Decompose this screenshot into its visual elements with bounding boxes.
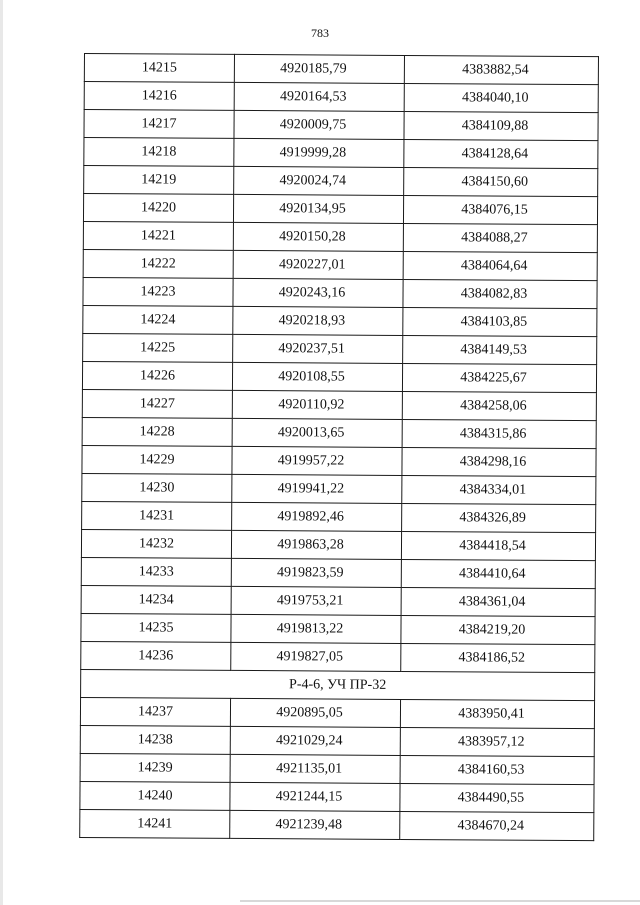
point-number-cell: 14232 bbox=[81, 529, 231, 558]
x-coordinate-cell: 4919957,22 bbox=[232, 446, 402, 475]
y-coordinate-cell: 4384128,64 bbox=[404, 139, 598, 168]
table-row bbox=[83, 333, 597, 364]
table-row bbox=[82, 473, 596, 504]
y-coordinate-cell: 4384225,67 bbox=[402, 363, 596, 392]
y-coordinate-cell: 4384149,53 bbox=[403, 335, 597, 364]
y-coordinate-cell: 4384103,85 bbox=[403, 307, 597, 336]
y-coordinate-cell: 4384109,88 bbox=[404, 111, 598, 140]
table-row bbox=[81, 641, 595, 672]
point-number-cell: 14219 bbox=[84, 166, 234, 195]
x-coordinate-cell: 4920218,93 bbox=[233, 306, 403, 335]
point-number-cell: 14237 bbox=[80, 697, 230, 726]
point-number-cell: 14241 bbox=[80, 809, 230, 838]
y-coordinate-cell: 4384219,20 bbox=[401, 615, 595, 644]
table-row bbox=[80, 697, 594, 728]
y-coordinate-cell: 4384076,15 bbox=[403, 195, 597, 224]
y-coordinate-cell: 4384298,16 bbox=[402, 447, 596, 476]
table-body-part-2 bbox=[80, 697, 595, 840]
table-row bbox=[82, 501, 596, 532]
point-number-cell: 14227 bbox=[82, 389, 232, 418]
point-number-cell: 14217 bbox=[84, 110, 234, 139]
x-coordinate-cell: 4919999,28 bbox=[234, 138, 404, 167]
x-coordinate-cell: 4919827,05 bbox=[231, 642, 401, 671]
point-number-cell: 14238 bbox=[80, 725, 230, 754]
y-coordinate-cell: 4383957,12 bbox=[400, 727, 594, 756]
table-row bbox=[82, 445, 596, 476]
table-row bbox=[81, 613, 595, 644]
table-row bbox=[81, 557, 595, 588]
point-number-cell: 14225 bbox=[83, 333, 233, 362]
x-coordinate-cell: 4920164,53 bbox=[234, 82, 404, 111]
y-coordinate-cell: 4384490,55 bbox=[400, 783, 594, 812]
x-coordinate-cell: 4920110,92 bbox=[232, 390, 402, 419]
table-row bbox=[84, 166, 598, 197]
table-row bbox=[83, 277, 597, 308]
table-row bbox=[83, 249, 597, 280]
y-coordinate-cell: 4384082,83 bbox=[403, 279, 597, 308]
table-row bbox=[82, 417, 596, 448]
point-number-cell: 14236 bbox=[81, 641, 231, 670]
y-coordinate-cell: 4384670,24 bbox=[400, 811, 594, 840]
y-coordinate-cell: 4384040,10 bbox=[404, 83, 598, 112]
x-coordinate-cell: 4919941,22 bbox=[232, 474, 402, 503]
point-number-cell: 14233 bbox=[81, 557, 231, 586]
section-label: Р-4-6, УЧ ПР-32 bbox=[81, 669, 595, 700]
y-coordinate-cell: 4384160,53 bbox=[400, 755, 594, 784]
point-number-cell: 14218 bbox=[84, 138, 234, 167]
x-coordinate-cell: 4920150,28 bbox=[233, 222, 403, 251]
y-coordinate-cell: 4384361,04 bbox=[401, 587, 595, 616]
table-section bbox=[81, 669, 595, 700]
point-number-cell: 14224 bbox=[83, 305, 233, 334]
point-number-cell: 14229 bbox=[82, 445, 232, 474]
x-coordinate-cell: 4920134,95 bbox=[233, 194, 403, 223]
x-coordinate-cell: 4919863,28 bbox=[231, 530, 401, 559]
point-number-cell: 14230 bbox=[82, 473, 232, 502]
y-coordinate-cell: 4383950,41 bbox=[400, 699, 594, 728]
point-number-cell: 14216 bbox=[84, 82, 234, 111]
y-coordinate-cell: 4384064,64 bbox=[403, 251, 597, 280]
y-coordinate-cell: 4384410,64 bbox=[401, 559, 595, 588]
y-coordinate-cell: 4384418,54 bbox=[401, 531, 595, 560]
point-number-cell: 14215 bbox=[84, 54, 234, 83]
x-coordinate-cell: 4921135,01 bbox=[230, 754, 400, 783]
table-row bbox=[84, 138, 598, 169]
x-coordinate-cell: 4921244,15 bbox=[230, 782, 400, 811]
x-coordinate-cell: 4920227,01 bbox=[233, 250, 403, 279]
y-coordinate-cell: 4384186,52 bbox=[401, 643, 595, 672]
scan-edge bbox=[0, 0, 3, 905]
x-coordinate-cell: 4920895,05 bbox=[230, 698, 400, 727]
y-coordinate-cell: 4384315,86 bbox=[402, 419, 596, 448]
point-number-cell: 14223 bbox=[83, 277, 233, 306]
table-row bbox=[83, 221, 597, 252]
point-number-cell: 14226 bbox=[82, 361, 232, 390]
section-row bbox=[81, 669, 595, 700]
y-coordinate-cell: 4384150,60 bbox=[404, 167, 598, 196]
table-row bbox=[80, 753, 594, 784]
table-row bbox=[80, 725, 594, 756]
point-number-cell: 14220 bbox=[83, 194, 233, 223]
coordinates-table bbox=[79, 53, 599, 841]
x-coordinate-cell: 4920243,16 bbox=[233, 278, 403, 307]
y-coordinate-cell: 4384334,01 bbox=[402, 475, 596, 504]
table-row bbox=[80, 809, 594, 840]
x-coordinate-cell: 4920108,55 bbox=[232, 362, 402, 391]
y-coordinate-cell: 4384088,27 bbox=[403, 223, 597, 252]
scan-bottom-edge bbox=[240, 900, 640, 902]
page-number: 783 bbox=[311, 26, 329, 40]
x-coordinate-cell: 4920237,51 bbox=[233, 334, 403, 363]
table-row bbox=[83, 194, 597, 225]
x-coordinate-cell: 4919892,46 bbox=[232, 502, 402, 531]
point-number-cell: 14228 bbox=[82, 417, 232, 446]
x-coordinate-cell: 4919813,22 bbox=[231, 614, 401, 643]
table-row bbox=[80, 781, 594, 812]
y-coordinate-cell: 4384326,89 bbox=[402, 503, 596, 532]
table-row bbox=[84, 82, 598, 113]
x-coordinate-cell: 4921029,24 bbox=[230, 726, 400, 755]
table-row bbox=[84, 110, 598, 141]
x-coordinate-cell: 4919753,21 bbox=[231, 586, 401, 615]
x-coordinate-cell: 4920009,75 bbox=[234, 110, 404, 139]
y-coordinate-cell: 4384258,06 bbox=[402, 391, 596, 420]
x-coordinate-cell: 4920013,65 bbox=[232, 418, 402, 447]
point-number-cell: 14240 bbox=[80, 781, 230, 810]
table-row bbox=[84, 54, 598, 85]
point-number-cell: 14235 bbox=[81, 613, 231, 642]
table-body-part-1 bbox=[81, 54, 599, 673]
point-number-cell: 14221 bbox=[83, 221, 233, 250]
x-coordinate-cell: 4920185,79 bbox=[234, 54, 404, 83]
table-row bbox=[82, 361, 596, 392]
point-number-cell: 14222 bbox=[83, 249, 233, 278]
table-row bbox=[81, 529, 595, 560]
table-row bbox=[81, 585, 595, 616]
x-coordinate-cell: 4921239,48 bbox=[230, 810, 400, 839]
point-number-cell: 14234 bbox=[81, 585, 231, 614]
table-row bbox=[82, 389, 596, 420]
y-coordinate-cell: 4383882,54 bbox=[404, 55, 598, 84]
x-coordinate-cell: 4919823,59 bbox=[231, 558, 401, 587]
point-number-cell: 14231 bbox=[82, 501, 232, 530]
x-coordinate-cell: 4920024,74 bbox=[234, 166, 404, 195]
point-number-cell: 14239 bbox=[80, 753, 230, 782]
table-row bbox=[83, 305, 597, 336]
